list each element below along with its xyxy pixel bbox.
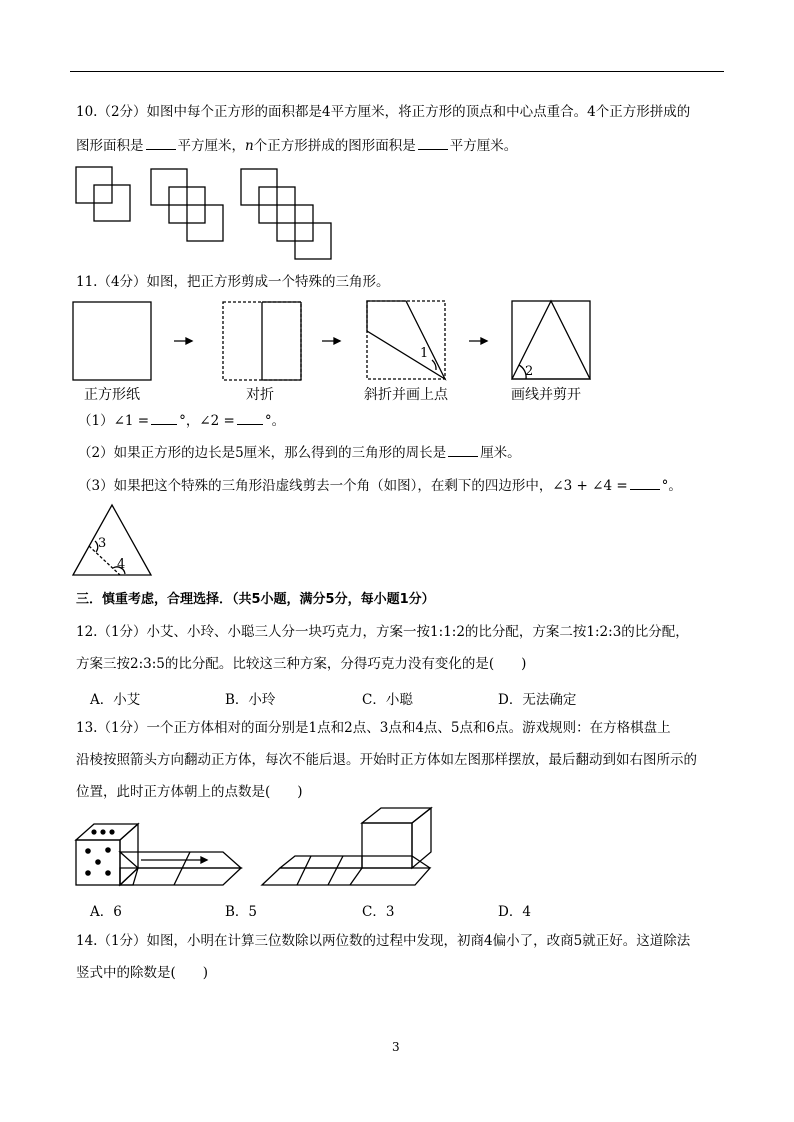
q11-sub1-c: °。: [264, 413, 286, 429]
q10-line1: 10.（2分）如图中每个正方形的面积都是4平方厘米，将正方形的顶点和中心点重合。4个正方形拼成的: [76, 104, 691, 120]
caption-fold: 对折: [246, 387, 274, 403]
q12-option-b[interactable]: B．小玲: [225, 692, 276, 708]
caption-square-paper: 正方形纸: [84, 387, 140, 403]
caption-draw-cut: 画线并剪开: [511, 387, 581, 403]
q13-line1: 13.（1分）一个正方体相对的面分别是1点和2点、3点和4点、5点和6点。游戏规则：在方格棋盘上: [76, 720, 671, 736]
q10-text-b: 平方厘米，: [177, 138, 245, 154]
q13-line3: 位置，此时正方体朝上的点数是( ): [76, 784, 303, 800]
angle-4-label: 4: [117, 557, 126, 572]
q10-text-d: 平方厘米。: [449, 138, 518, 154]
section-3-title: 三．慎重考虑，合理选择．（共5小题，满分5分，每小题1分）: [76, 592, 435, 607]
angle-2-label: 2: [525, 364, 534, 379]
q10-text-c: 个正方形拼成的图形面积是: [253, 138, 416, 154]
page-number: 3: [392, 1040, 400, 1054]
q13-option-d[interactable]: D．4: [498, 904, 531, 920]
q12-line1: 12.（1分）小艾、小玲、小聪三人分一块巧克力，方案一按1:1:2的比分配，方案二按1:2:3的比分配，: [76, 624, 689, 640]
q11-sub1-b: °，∠2 =: [179, 413, 235, 429]
q13-option-a[interactable]: A．6: [90, 904, 122, 920]
q14-line1: 14.（1分）如图，小明在计算三位数除以两位数的过程中发现，初商4偏小了，改商5就正好。这道除法: [76, 933, 691, 949]
q11-sub1-a: （1）∠1 =: [78, 413, 150, 429]
q10-text-a: 图形面积是: [76, 138, 144, 154]
q13-option-b[interactable]: B．5: [225, 904, 258, 920]
q11-sub2-b: 厘米。: [480, 445, 521, 461]
q11-sub3-a: （3）如果把这个特殊的三角形沿虚线剪去一个角（如图），在剩下的四边形中，∠3 + ∠4 =: [78, 478, 628, 494]
q14-line2: 竖式中的除数是( ): [76, 965, 209, 981]
q12-option-c[interactable]: C．小聪: [362, 692, 413, 708]
q13-line2: 沿棱按照箭头方向翻动正方体，每次不能后退。开始时正方体如左图那样摆放，最后翻动到如右图所示的: [76, 752, 697, 768]
q11-sub2-a: （2）如果正方形的边长是5厘米，那么得到的三角形的周长是: [78, 445, 447, 461]
angle-3-label: 3: [98, 536, 107, 551]
q12-option-a[interactable]: A．小艾: [90, 692, 141, 708]
caption-diagonal-fold: 斜折并画上点: [364, 387, 448, 403]
q12-option-d[interactable]: D．无法确定: [498, 692, 577, 708]
q12-line2: 方案三按2:3:5的比分配。比较这三种方案，分得巧克力没有变化的是( ): [76, 656, 527, 672]
q11-line1: 11.（4分）如图，把正方形剪成一个特殊的三角形。: [76, 274, 390, 290]
q13-option-c[interactable]: C．3: [362, 904, 395, 920]
q11-sub3-b: °。: [661, 478, 682, 494]
angle-1-label: 1: [420, 346, 429, 361]
q10-n: n: [245, 138, 254, 154]
